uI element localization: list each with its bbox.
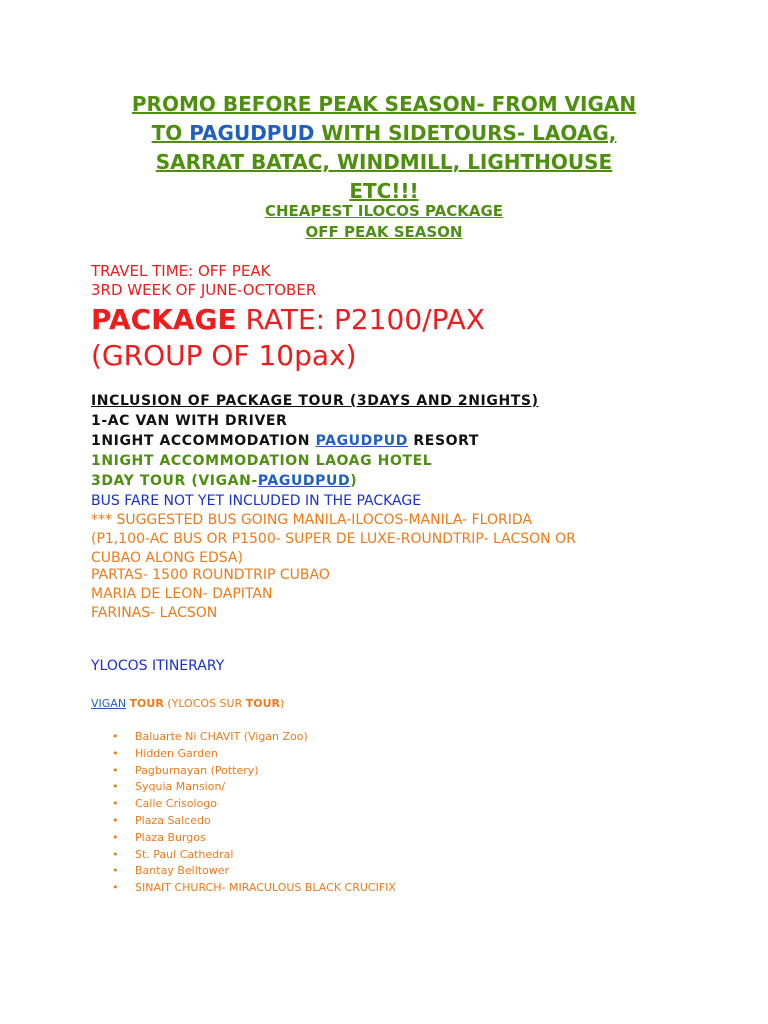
bullet-icon: • [112,813,119,827]
title-line-2-post: WITH SIDETOURS- LAOAG, [314,121,617,145]
bullet-icon: • [112,780,119,794]
title-line-1: PROMO BEFORE PEAK SEASON- FROM VIGAN [131,92,637,116]
suggested-bus-2: (P1,100-AC BUS OR P1500- SUPER DE LUXE-ROUNDTRIP- LACSON OR [91,531,576,547]
group-size: (GROUP OF 10pax) [91,339,357,372]
list-item-label: Bantay Belltower [135,864,230,878]
travel-week: 3RD WEEK OF JUNE-OCTOBER [91,281,317,299]
bullet-icon: • [112,881,119,895]
tour-post: ) [350,473,358,489]
pagudpud-link-2[interactable]: PAGUDPUD [315,433,408,449]
inclusion-accommodation-2: 1NIGHT ACCOMMODATION LAOAG HOTEL [91,453,433,469]
acc1-resort: RESORT [407,433,480,449]
tour-word-2: TOUR [245,697,280,710]
list-item-label: Hidden Garden [135,746,218,760]
list-item-label: Calle Crisologo [135,797,218,811]
inclusion-tour [91,472,357,491]
title-line-2-pre: TO [151,121,190,145]
suggested-bus-3: CUBAO ALONG EDSA) [91,550,243,566]
ylocos-sur-post: ) [279,697,285,710]
travel-time: TRAVEL TIME: OFF PEAK [91,262,271,280]
tour-word-1: TOUR [129,697,164,710]
bullet-icon: • [112,830,119,844]
package-word: PACKAGE [91,303,237,336]
itinerary-heading: YLOCOS ITINERARY [91,658,225,674]
list-item-label: SINAIT CHURCH- MIRACULOUS BLACK CRUCIFIX [135,881,396,895]
vigan-tour-line [91,696,284,711]
list-item-label: Baluarte Ni CHAVIT (Vigan Zoo) [135,730,308,743]
list-item [112,813,396,830]
ylocos-sur-pre: (YLOCOS SUR [163,697,246,710]
list-item-label: Syquia Mansion/ [135,780,226,794]
list-item [112,746,396,763]
list-item-label: St. Paul Cathedral [135,847,234,861]
bullet-icon: • [112,763,119,777]
bus-maria-de-leon: MARIA DE LEON- DAPITAN [91,586,273,602]
bullet-icon: • [112,864,119,878]
suggested-bus-1: *** SUGGESTED BUS GOING MANILA-ILOCOS-MANILA- FLORIDA [91,512,532,528]
list-item-label: Plaza Burgos [135,830,206,844]
bus-partas: PARTAS- 1500 ROUNDTRIP CUBAO [91,567,330,583]
list-item [112,847,396,864]
list-item-label: Plaza Salcedo [135,813,211,827]
acc1-text: 1NIGHT ACCOMMODATION [91,433,316,449]
list-item [112,880,396,897]
pagudpud-link-3[interactable]: PAGUDPUD [257,473,351,489]
promo-title [60,90,708,206]
list-item [112,763,396,780]
list-item [112,779,396,796]
package-rate [91,302,485,338]
title-line-3: SARRAT BATAC, WINDMILL, LIGHTHOUSE [155,150,613,174]
bullet-icon: • [112,746,119,760]
inclusion-heading: INCLUSION OF PACKAGE TOUR (3DAYS AND 2NIGHTS) [91,393,539,409]
bus-fare-note: BUS FARE NOT YET INCLUDED IN THE PACKAGE [91,493,422,509]
bullet-icon: • [112,847,119,861]
bullet-icon: • [112,730,119,743]
rate-value: RATE: P2100/PAX [236,303,485,336]
list-item [112,796,396,813]
list-item [112,729,396,746]
vigan-tour-list [112,729,396,897]
pagudpud-link[interactable]: PAGUDPUD [189,121,315,145]
inclusion-accommodation-1 [91,432,479,451]
subtitle-line-2: OFF PEAK SEASON [305,223,463,241]
tour-pre: 3DAY TOUR (VIGAN- [91,473,258,489]
bullet-icon: • [112,797,119,811]
subtitle-line-1: CHEAPEST ILOCOS PACKAGE [264,202,504,220]
inclusion-van: 1-AC VAN WITH DRIVER [91,413,288,429]
bus-farinas: FARINAS- LACSON [91,605,218,621]
vigan-link[interactable]: VIGAN [91,697,127,710]
list-item [112,830,396,847]
list-item-label: Pagburnayan (Pottery) [135,763,259,777]
list-item [112,863,396,880]
title-line-4: ETC!!! [349,179,419,203]
